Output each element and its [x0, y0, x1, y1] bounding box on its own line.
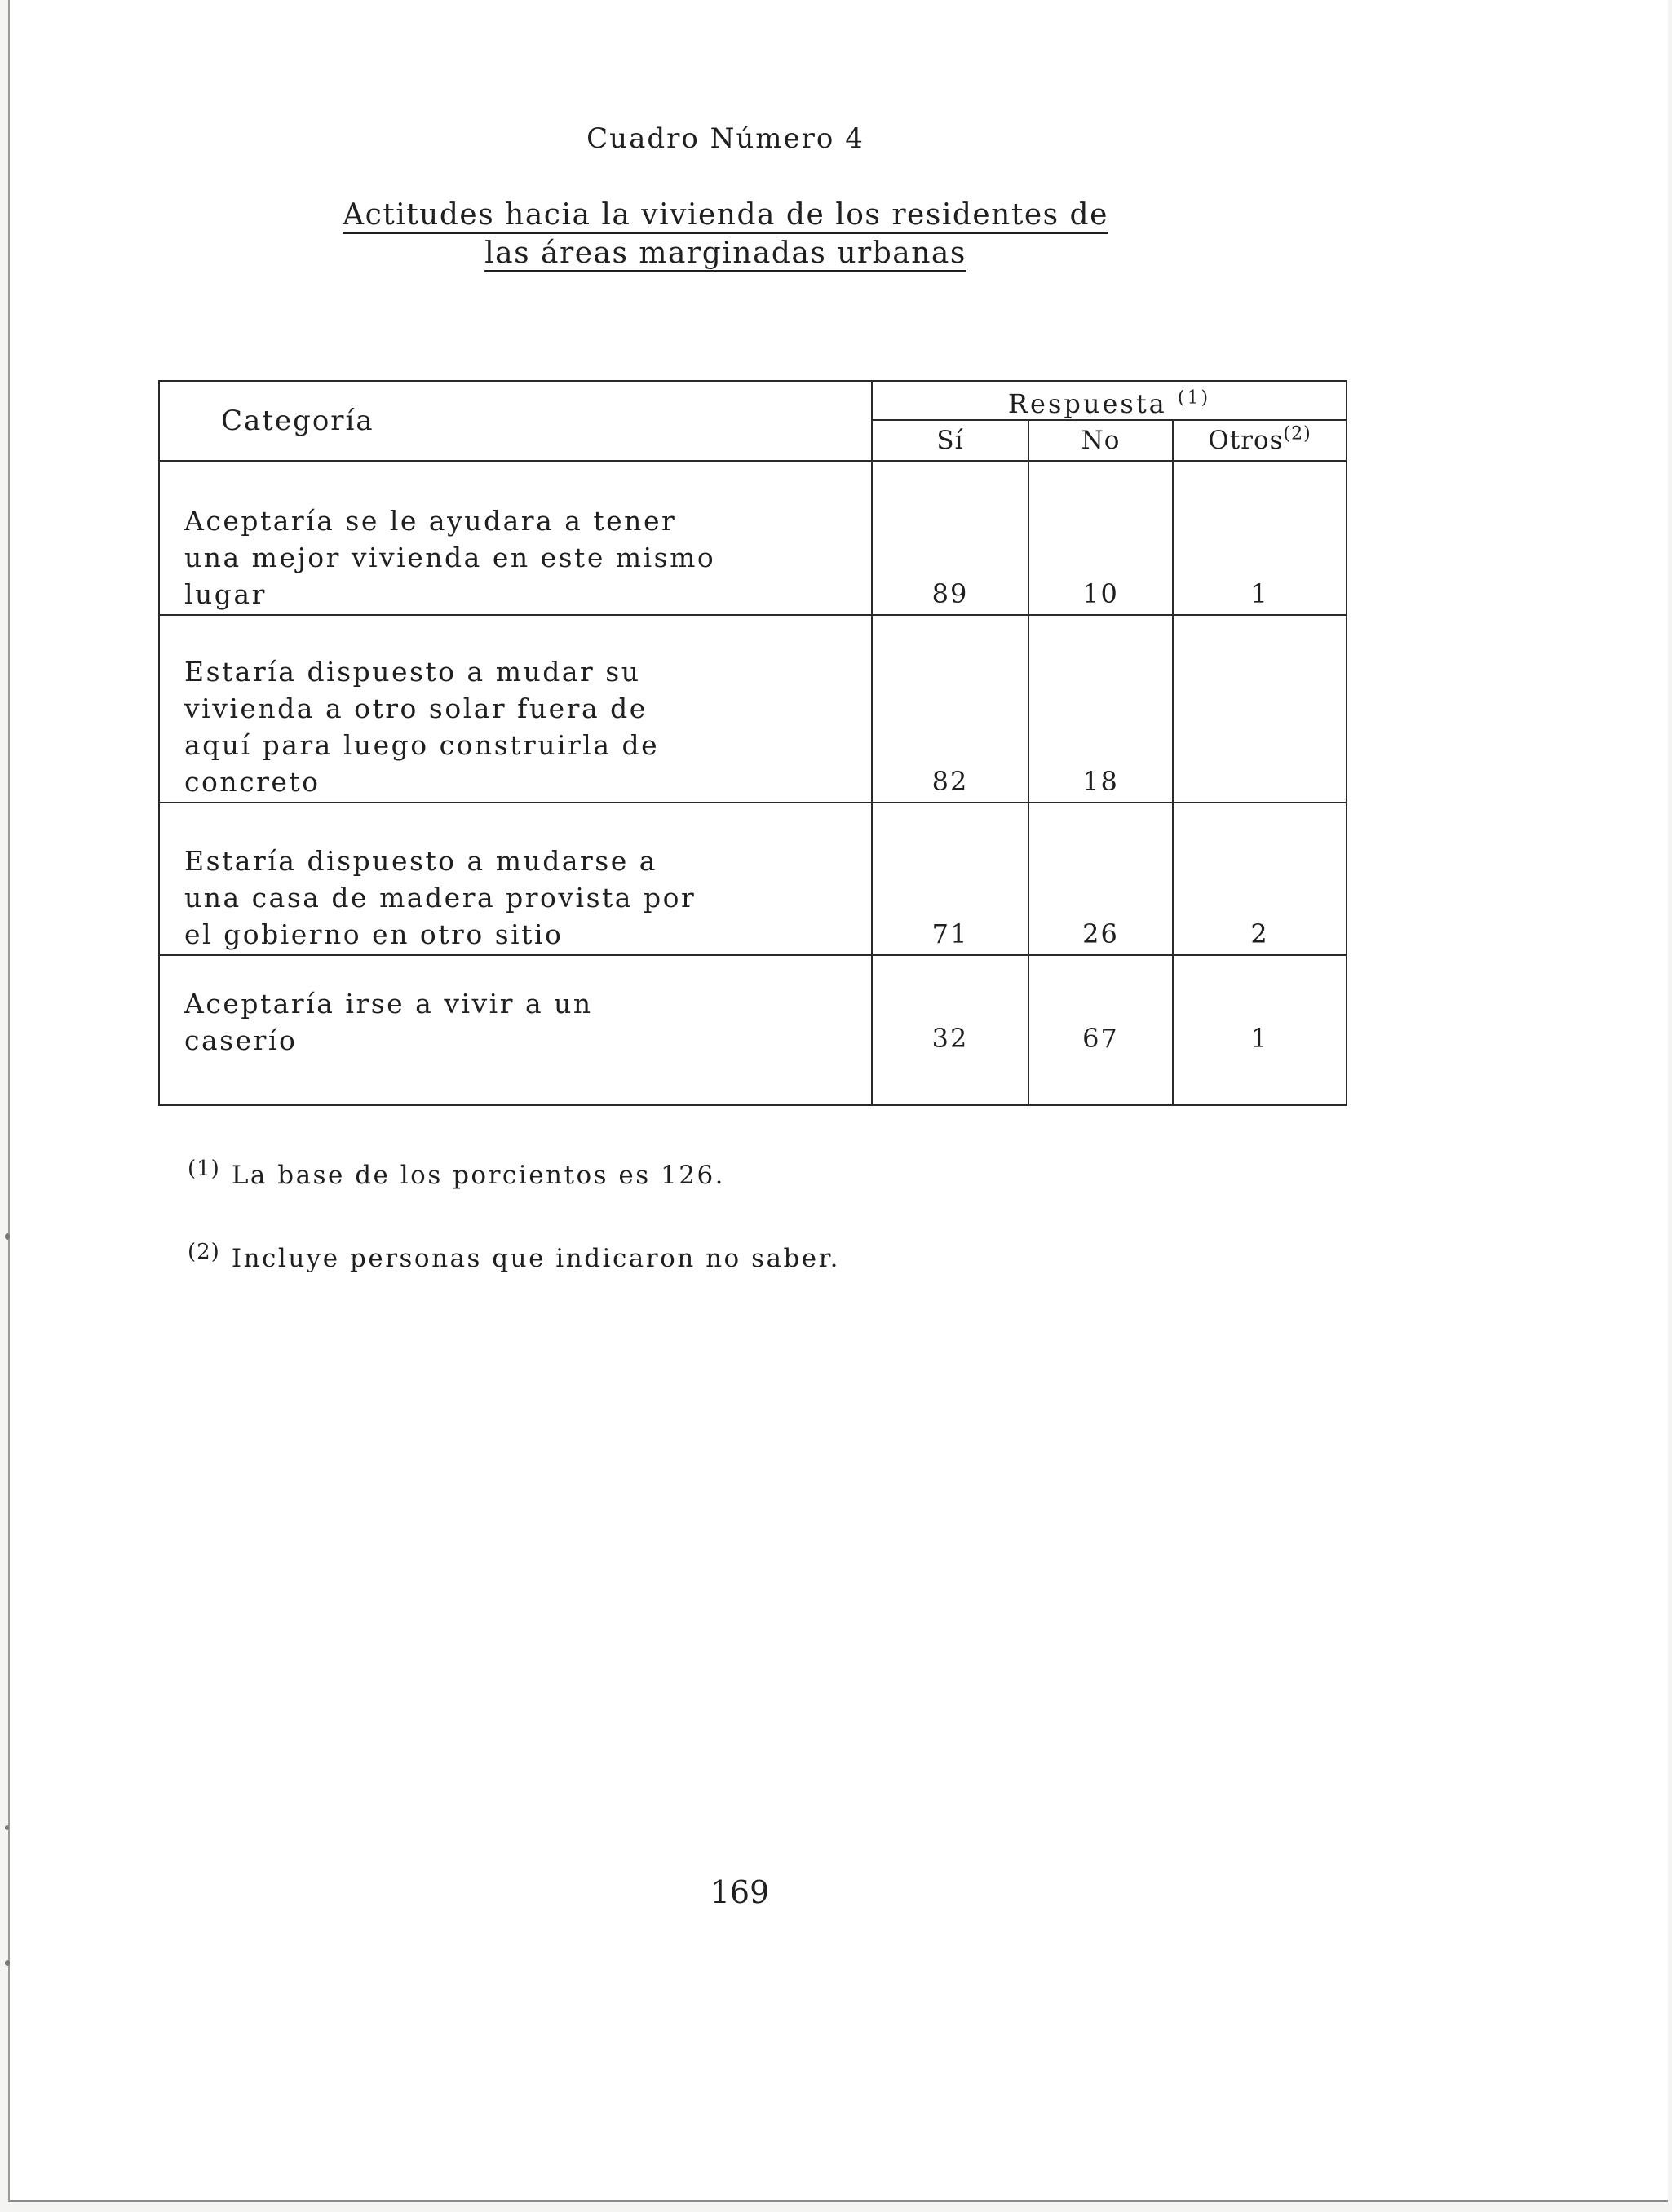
- cell-no: 18: [1028, 615, 1173, 803]
- table-subtitle-line-1: Actitudes hacia la vivienda de los residentes de: [343, 198, 1108, 232]
- column-header-otros: Otros$^{(2)}$: [1173, 420, 1347, 461]
- footnote-mark: (2): [188, 1240, 220, 1264]
- table-row: [159, 803, 1347, 956]
- cell-si: 82: [872, 615, 1028, 803]
- attitudes-table: [158, 380, 1347, 1106]
- footnote-text: La base de los porcientos es 126.: [231, 1161, 726, 1190]
- page-number: 169: [710, 1874, 770, 1910]
- column-header-si: Sí: [872, 420, 1028, 461]
- row-label: Estaría dispuesto a mudarse a una casa de madera provista por el gobierno en otro sitio: [159, 803, 872, 956]
- table-row: [159, 461, 1347, 615]
- table-title: Cuadro Número 4: [586, 122, 865, 155]
- response-header-note: (1): [1177, 387, 1211, 409]
- cell-otros: 2: [1173, 803, 1347, 956]
- footnote-text: Incluye personas que indicaron no saber.: [231, 1244, 840, 1273]
- cell-otros: 1: [1173, 461, 1347, 615]
- category-header: Categoría: [159, 381, 872, 461]
- document-page: [8, 0, 1668, 2202]
- table-subtitle-line-2: las áreas marginadas urbanas: [484, 237, 966, 270]
- scan-speck: [5, 1825, 9, 1830]
- footnote-1: [188, 1157, 725, 1190]
- cell-no: 67: [1028, 955, 1173, 1105]
- footnote-2: [188, 1240, 840, 1273]
- scan-speck: [5, 1960, 10, 1966]
- row-label: Aceptaría se le ayudara a tener una mejor vivienda en este mismo lugar: [159, 461, 872, 615]
- response-header: [872, 381, 1347, 420]
- cell-si: 32: [872, 955, 1028, 1105]
- table-row: [159, 615, 1347, 803]
- row-label: Estaría dispuesto a mudar su vivienda a otro solar fuera de aquí para luego construirla de concreto: [159, 615, 872, 803]
- response-header-label: Respuesta: [1007, 388, 1167, 419]
- row-label: Aceptaría irse a vivir a un caserío: [159, 955, 872, 1105]
- cell-si: 89: [872, 461, 1028, 615]
- cell-no: 26: [1028, 803, 1173, 956]
- header-row-1: [159, 381, 1347, 420]
- cell-no: 10: [1028, 461, 1173, 615]
- cell-otros: [1173, 615, 1347, 803]
- scan-speck: [5, 1233, 10, 1240]
- cell-otros: 1: [1173, 955, 1347, 1105]
- table-row: [159, 955, 1347, 1105]
- cell-si: 71: [872, 803, 1028, 956]
- column-header-otros-note: (2): [1283, 423, 1312, 445]
- footnote-mark: (1): [188, 1157, 220, 1181]
- column-header-no: No: [1028, 420, 1173, 461]
